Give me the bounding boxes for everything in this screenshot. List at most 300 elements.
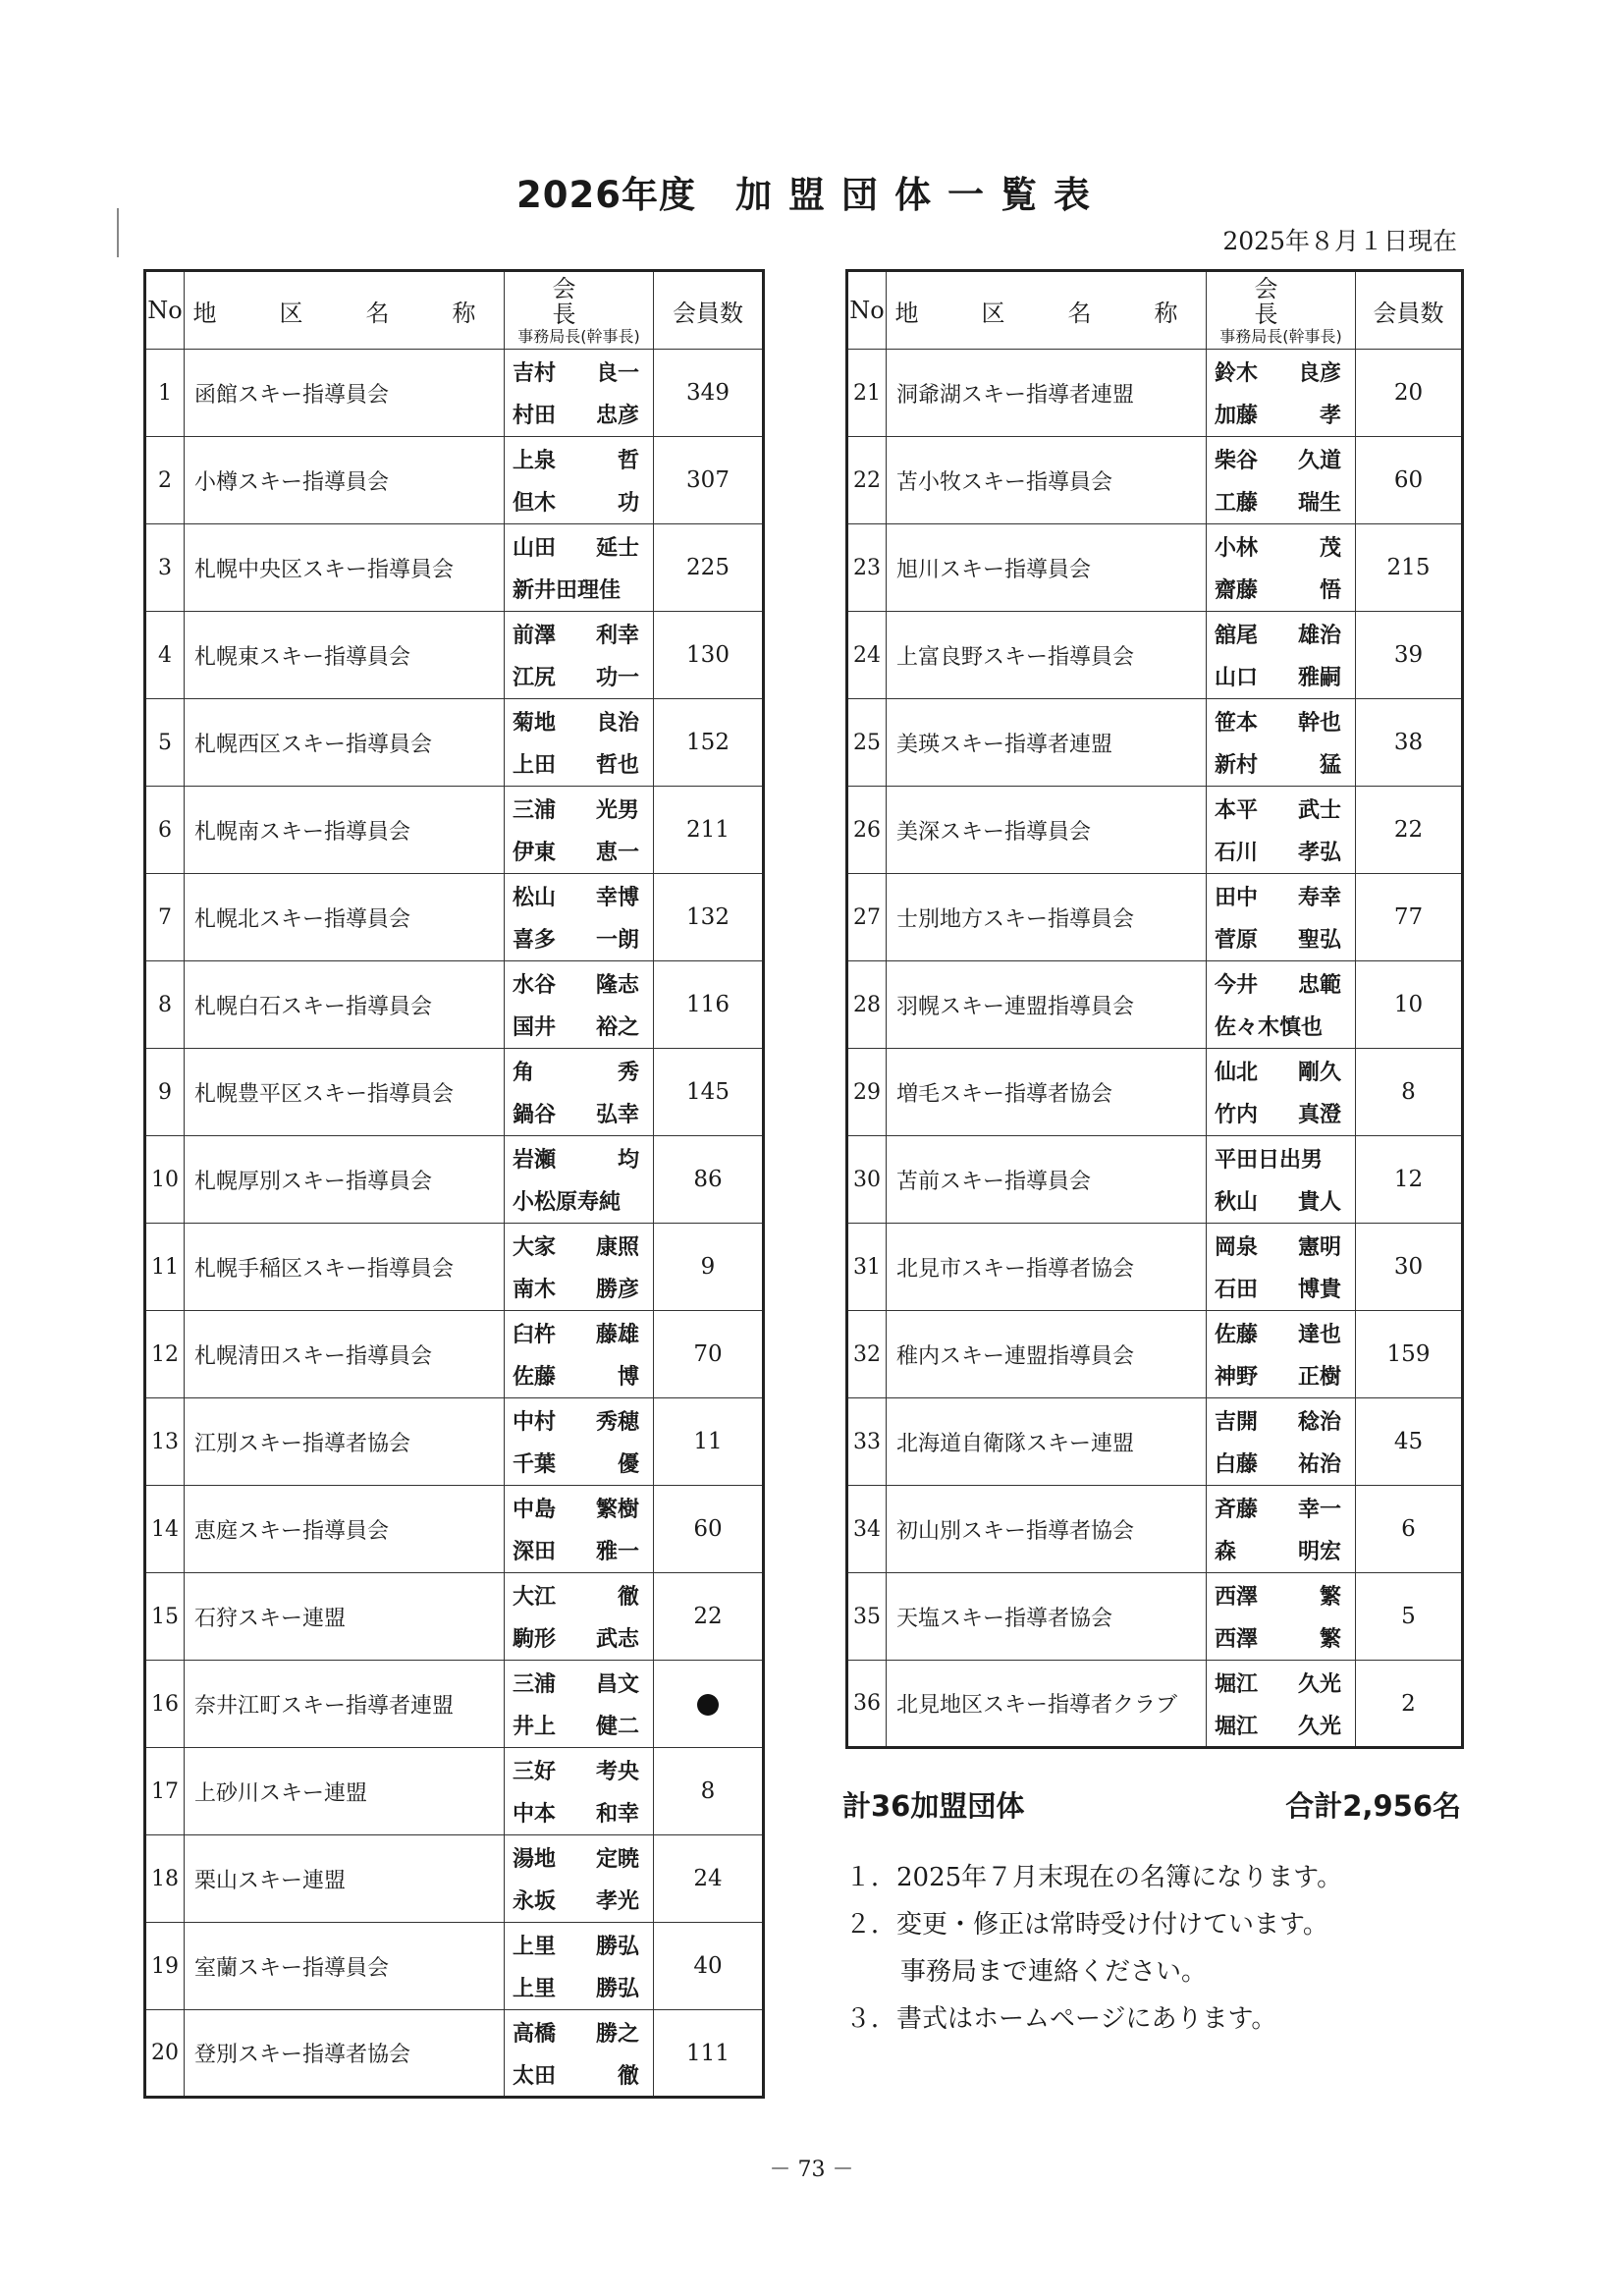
member-count: 39 bbox=[1356, 612, 1463, 699]
row-no: 2 bbox=[145, 437, 185, 524]
officers bbox=[505, 1049, 654, 1136]
row-no: 27 bbox=[847, 874, 887, 961]
surname: 山田 bbox=[513, 536, 557, 561]
district-name: 北海道自衛隊スキー連盟 bbox=[887, 1398, 1207, 1486]
secretary-name bbox=[505, 480, 653, 522]
table-row bbox=[847, 1398, 1463, 1486]
summary-groups: 計36加盟団体 bbox=[842, 1789, 1025, 1823]
given-name: 繁樹 bbox=[595, 1498, 639, 1522]
district-name: 札幌清田スキー指導員会 bbox=[185, 1311, 505, 1398]
row-no: 16 bbox=[145, 1661, 185, 1748]
surname: 中島 bbox=[513, 1498, 557, 1522]
president-name bbox=[1207, 525, 1355, 568]
secretary-name bbox=[1207, 655, 1355, 697]
table-row bbox=[145, 437, 764, 524]
given-name: 幹也 bbox=[1297, 711, 1341, 736]
row-no: 35 bbox=[847, 1573, 887, 1661]
surname: 新井田理佳 bbox=[513, 578, 622, 603]
given-name: 真澄 bbox=[1297, 1103, 1341, 1127]
table-row bbox=[847, 1224, 1463, 1311]
secretary-name bbox=[505, 742, 653, 785]
president-name bbox=[505, 1662, 653, 1704]
officers bbox=[1207, 1661, 1356, 1748]
officers bbox=[505, 874, 654, 961]
surname: 吉村 bbox=[513, 361, 557, 386]
surname: 伊東 bbox=[513, 841, 557, 865]
row-no: 14 bbox=[145, 1486, 185, 1573]
member-count: 77 bbox=[1356, 874, 1463, 961]
title-year: 2026年度 bbox=[516, 174, 696, 216]
district-name: 羽幌スキー連盟指導員会 bbox=[887, 961, 1207, 1049]
header-no: No bbox=[847, 271, 887, 350]
secretary-name bbox=[1207, 568, 1355, 610]
given-name: 一朗 bbox=[595, 928, 639, 953]
table-header bbox=[145, 271, 764, 350]
given-name: 和幸 bbox=[595, 1802, 639, 1827]
member-count: 8 bbox=[654, 1748, 764, 1835]
district-name: 初山別スキー指導者協会 bbox=[887, 1486, 1207, 1573]
surname: 三浦 bbox=[513, 798, 557, 823]
given-name: 哲也 bbox=[595, 753, 639, 778]
given-name: 貴人 bbox=[1297, 1190, 1341, 1215]
page-title bbox=[0, 165, 1623, 218]
row-no: 31 bbox=[847, 1224, 887, 1311]
row-no: 4 bbox=[145, 612, 185, 699]
district-name: 札幌手稲区スキー指導員会 bbox=[185, 1224, 505, 1311]
row-no: 32 bbox=[847, 1311, 887, 1398]
secretary-name bbox=[505, 917, 653, 959]
surname: 三好 bbox=[513, 1760, 557, 1784]
secretary-name bbox=[505, 568, 653, 610]
given-name: 良一 bbox=[595, 361, 639, 386]
table-row bbox=[145, 612, 764, 699]
row-no: 6 bbox=[145, 787, 185, 874]
member-count: 22 bbox=[1356, 787, 1463, 874]
given-name: 孝弘 bbox=[1297, 841, 1341, 865]
header-secretary: 事務局長(幹事長) bbox=[517, 326, 640, 346]
surname: 江尻 bbox=[513, 666, 557, 690]
officers bbox=[1207, 699, 1356, 787]
given-name: 孝光 bbox=[595, 1889, 639, 1914]
given-name: 忠範 bbox=[1297, 973, 1341, 998]
surname: 今井 bbox=[1215, 973, 1259, 998]
secretary-name bbox=[1207, 830, 1355, 872]
district-name: 洞爺湖スキー指導者連盟 bbox=[887, 350, 1207, 437]
given-name: 武士 bbox=[1297, 798, 1341, 823]
member-count: 9 bbox=[654, 1224, 764, 1311]
table-row bbox=[145, 787, 764, 874]
table-row bbox=[145, 961, 764, 1049]
row-no: 34 bbox=[847, 1486, 887, 1573]
given-name: 勝之 bbox=[595, 2021, 639, 2047]
surname: 鍋谷 bbox=[513, 1103, 557, 1127]
district-name: 札幌厚別スキー指導員会 bbox=[185, 1136, 505, 1224]
row-no: 22 bbox=[847, 437, 887, 524]
president-name bbox=[505, 875, 653, 917]
officers bbox=[505, 1486, 654, 1573]
president-name bbox=[505, 962, 653, 1005]
header-members: 会員数 bbox=[654, 271, 764, 350]
table-row bbox=[145, 874, 764, 961]
officers bbox=[1207, 437, 1356, 524]
secretary-name bbox=[505, 1005, 653, 1047]
surname: 西澤 bbox=[1215, 1627, 1259, 1652]
surname: 深田 bbox=[513, 1540, 557, 1564]
table-row bbox=[847, 699, 1463, 787]
officers bbox=[505, 1748, 654, 1835]
page-number: － 73 － bbox=[769, 2158, 854, 2182]
secretary-name bbox=[505, 1616, 653, 1659]
surname: 舘尾 bbox=[1215, 624, 1259, 648]
surname: 臼杵 bbox=[513, 1323, 557, 1347]
given-name: 功 bbox=[617, 491, 639, 516]
surname: 上田 bbox=[513, 753, 557, 778]
secretary-name bbox=[1207, 1179, 1355, 1222]
officers bbox=[1207, 524, 1356, 612]
table-row bbox=[145, 1923, 764, 2010]
given-name: 明宏 bbox=[1297, 1540, 1341, 1564]
officers bbox=[505, 1224, 654, 1311]
surname: 上里 bbox=[513, 1935, 557, 1959]
district-name: 恵庭スキー指導員会 bbox=[185, 1486, 505, 1573]
district-name: 栗山スキー連盟 bbox=[185, 1835, 505, 1923]
officers bbox=[505, 1835, 654, 1923]
given-name: 秀 bbox=[617, 1061, 639, 1085]
given-name: 功一 bbox=[595, 666, 639, 690]
officers bbox=[1207, 874, 1356, 961]
given-name: 勝彦 bbox=[595, 1278, 639, 1302]
row-no: 3 bbox=[145, 524, 185, 612]
officers bbox=[1207, 612, 1356, 699]
row-no: 23 bbox=[847, 524, 887, 612]
secretary-name bbox=[505, 1179, 653, 1222]
table-row bbox=[847, 1311, 1463, 1398]
row-no: 36 bbox=[847, 1661, 887, 1748]
table-row bbox=[847, 787, 1463, 874]
surname: 竹内 bbox=[1215, 1103, 1259, 1127]
table-row bbox=[145, 1486, 764, 1573]
member-count: 2 bbox=[1356, 1661, 1463, 1748]
row-no: 5 bbox=[145, 699, 185, 787]
given-name: 稔治 bbox=[1297, 1410, 1341, 1435]
note-1: １．2025年７月末現在の名簿になります。 bbox=[845, 1863, 1343, 1892]
header-secretary: 事務局長(幹事長) bbox=[1219, 326, 1342, 346]
officers bbox=[505, 1311, 654, 1398]
row-no: 1 bbox=[145, 350, 185, 437]
member-count: 307 bbox=[654, 437, 764, 524]
member-count: 12 bbox=[1356, 1136, 1463, 1224]
table-row bbox=[847, 524, 1463, 612]
member-count: 60 bbox=[654, 1486, 764, 1573]
as-of-date: 2025年８月１日現在 bbox=[1222, 227, 1457, 255]
surname: 中村 bbox=[513, 1410, 557, 1435]
table-row bbox=[145, 1311, 764, 1398]
officers bbox=[505, 1573, 654, 1661]
officers bbox=[1207, 1573, 1356, 1661]
given-name: 孝 bbox=[1319, 404, 1341, 428]
secretary-name bbox=[505, 1267, 653, 1309]
given-name: 哲 bbox=[617, 449, 639, 473]
officers bbox=[505, 524, 654, 612]
given-name: 考央 bbox=[595, 1760, 639, 1784]
table-row bbox=[145, 524, 764, 612]
secretary-name bbox=[505, 1442, 653, 1484]
given-name: 健二 bbox=[595, 1715, 639, 1739]
president-name bbox=[505, 525, 653, 568]
notes bbox=[845, 1854, 1342, 2043]
surname: 井上 bbox=[513, 1715, 557, 1739]
table-row bbox=[847, 1661, 1463, 1748]
surname: 石田 bbox=[1215, 1278, 1259, 1302]
table-row bbox=[145, 1573, 764, 1661]
secretary-name bbox=[505, 830, 653, 872]
member-count: 349 bbox=[654, 350, 764, 437]
given-name: 繁 bbox=[1319, 1585, 1341, 1610]
given-name: 昌文 bbox=[595, 1672, 639, 1697]
given-name: 勝弘 bbox=[595, 1977, 639, 2001]
given-name: 茂 bbox=[1319, 536, 1341, 561]
president-name bbox=[505, 1312, 653, 1354]
surname: 大江 bbox=[513, 1585, 557, 1610]
president-name bbox=[1207, 1574, 1355, 1616]
secretary-name bbox=[1207, 1354, 1355, 1396]
surname: 佐藤 bbox=[1215, 1323, 1259, 1347]
given-name: 裕之 bbox=[595, 1015, 639, 1040]
row-no: 33 bbox=[847, 1398, 887, 1486]
district-name: 札幌中央区スキー指導員会 bbox=[185, 524, 505, 612]
member-count: 8 bbox=[1356, 1049, 1463, 1136]
president-name bbox=[505, 351, 653, 393]
member-table-left bbox=[143, 269, 765, 2099]
table-row bbox=[145, 2010, 764, 2098]
header-officers bbox=[1207, 271, 1361, 350]
secretary-name bbox=[1207, 742, 1355, 785]
given-name: 均 bbox=[617, 1148, 639, 1173]
president-name bbox=[505, 1399, 653, 1442]
surname: 小林 bbox=[1215, 536, 1259, 561]
surname: 西澤 bbox=[1215, 1585, 1259, 1610]
given-name: 繁 bbox=[1319, 1627, 1341, 1652]
president-name bbox=[505, 1050, 653, 1092]
secretary-name bbox=[1207, 393, 1355, 435]
row-no: 25 bbox=[847, 699, 887, 787]
surname: 仙北 bbox=[1215, 1061, 1259, 1085]
secretary-name bbox=[1207, 917, 1355, 959]
given-name: 良彦 bbox=[1297, 361, 1341, 386]
surname: 水谷 bbox=[513, 973, 557, 998]
given-name: 徹 bbox=[617, 2063, 639, 2089]
surname: 永坂 bbox=[513, 1889, 557, 1914]
member-count: 20 bbox=[1356, 350, 1463, 437]
surname: 太田 bbox=[513, 2063, 557, 2089]
president-name bbox=[505, 1836, 653, 1879]
member-count: 11 bbox=[654, 1398, 764, 1486]
given-name: 正樹 bbox=[1297, 1365, 1341, 1390]
president-name bbox=[1207, 613, 1355, 655]
given-name: 延士 bbox=[595, 536, 639, 561]
header-members: 会員数 bbox=[1356, 271, 1463, 350]
row-no: 10 bbox=[145, 1136, 185, 1224]
officers bbox=[505, 2010, 654, 2098]
surname: 神野 bbox=[1215, 1365, 1259, 1390]
president-name bbox=[1207, 1312, 1355, 1354]
secretary-name bbox=[505, 1791, 653, 1833]
given-name: 久光 bbox=[1297, 1671, 1341, 1697]
given-name: 定暁 bbox=[595, 1847, 639, 1872]
table-row bbox=[145, 1398, 764, 1486]
secretary-name bbox=[505, 393, 653, 435]
given-name: 瑞生 bbox=[1297, 491, 1341, 516]
header-district: 地 区 名 称 bbox=[185, 271, 505, 350]
president-name bbox=[1207, 1487, 1355, 1529]
surname: 湯地 bbox=[513, 1847, 557, 1872]
secretary-name bbox=[505, 1354, 653, 1396]
given-name: 忠彦 bbox=[595, 404, 639, 428]
member-count: 24 bbox=[654, 1835, 764, 1923]
surname: 斉藤 bbox=[1215, 1498, 1259, 1522]
surname: 森 bbox=[1215, 1540, 1237, 1564]
given-name: 幸一 bbox=[1297, 1498, 1341, 1522]
given-name: 康照 bbox=[595, 1235, 639, 1260]
given-name: 憲明 bbox=[1297, 1235, 1341, 1260]
member-count: 225 bbox=[654, 524, 764, 612]
summary-total: 合計2,956名 bbox=[1285, 1789, 1461, 1823]
summary bbox=[842, 1784, 1461, 1825]
district-name: 札幌東スキー指導員会 bbox=[185, 612, 505, 699]
district-name: 美深スキー指導員会 bbox=[887, 787, 1207, 874]
president-name bbox=[1207, 1137, 1355, 1179]
member-count: 40 bbox=[654, 1923, 764, 2010]
member-table-right bbox=[845, 269, 1464, 1749]
given-name: 利幸 bbox=[595, 624, 639, 648]
surname: 但木 bbox=[513, 491, 557, 516]
secretary-name bbox=[505, 1704, 653, 1746]
table-row bbox=[847, 612, 1463, 699]
note-2: ２．変更・修正は常時受け付けています。 bbox=[845, 1910, 1328, 1940]
surname: 角 bbox=[513, 1061, 535, 1085]
surname: 千葉 bbox=[513, 1452, 557, 1477]
given-name: 久道 bbox=[1297, 449, 1341, 473]
member-count: 152 bbox=[654, 699, 764, 787]
row-no: 11 bbox=[145, 1224, 185, 1311]
surname: 白藤 bbox=[1215, 1452, 1259, 1477]
surname: 前澤 bbox=[513, 624, 557, 648]
district-name: 石狩スキー連盟 bbox=[185, 1573, 505, 1661]
president-name bbox=[505, 788, 653, 830]
given-name: 幸博 bbox=[595, 886, 639, 910]
surname: 吉開 bbox=[1215, 1410, 1259, 1435]
surname: 菅原 bbox=[1215, 928, 1259, 953]
given-name: 武志 bbox=[595, 1627, 639, 1652]
officers bbox=[505, 699, 654, 787]
given-name: 猛 bbox=[1319, 753, 1341, 778]
table-row bbox=[145, 350, 764, 437]
given-name: 聖弘 bbox=[1297, 928, 1341, 953]
table-row bbox=[145, 1049, 764, 1136]
president-name bbox=[505, 438, 653, 480]
surname: 石川 bbox=[1215, 841, 1259, 865]
title-heading: 加盟団体一覧表 bbox=[734, 174, 1107, 216]
district-name: 北見市スキー指導者協会 bbox=[887, 1224, 1207, 1311]
table-row bbox=[847, 1573, 1463, 1661]
row-no: 30 bbox=[847, 1136, 887, 1224]
surname: 岡泉 bbox=[1215, 1235, 1259, 1260]
district-name: 稚内スキー連盟指導員会 bbox=[887, 1311, 1207, 1398]
surname: 中本 bbox=[513, 1802, 557, 1827]
surname: 堀江 bbox=[1215, 1714, 1259, 1739]
president-name bbox=[505, 1225, 653, 1267]
president-name bbox=[1207, 788, 1355, 830]
surname: 工藤 bbox=[1215, 491, 1259, 516]
given-name: 雄治 bbox=[1297, 624, 1341, 648]
given-name: 恵一 bbox=[595, 841, 639, 865]
surname: 大家 bbox=[513, 1235, 557, 1260]
secretary-name bbox=[1207, 1616, 1355, 1659]
president-name bbox=[505, 1574, 653, 1616]
member-count: 22 bbox=[654, 1573, 764, 1661]
district-name: 美瑛スキー指導者連盟 bbox=[887, 699, 1207, 787]
note-3: ３．書式はホームページにあります。 bbox=[845, 2004, 1277, 2034]
member-count: 30 bbox=[1356, 1224, 1463, 1311]
president-name bbox=[505, 2011, 653, 2053]
surname: 秋山 bbox=[1215, 1190, 1259, 1215]
given-name: 剛久 bbox=[1297, 1061, 1341, 1085]
surname: 佐々木慎也 bbox=[1215, 1015, 1324, 1040]
district-name: 上富良野スキー指導員会 bbox=[887, 612, 1207, 699]
header-no: No bbox=[145, 271, 185, 350]
president-name bbox=[1207, 962, 1355, 1005]
row-no: 7 bbox=[145, 874, 185, 961]
president-name bbox=[505, 700, 653, 742]
surname: 岩瀬 bbox=[513, 1148, 557, 1173]
given-name: 博 bbox=[617, 1365, 639, 1390]
officers bbox=[1207, 961, 1356, 1049]
president-name bbox=[1207, 1662, 1355, 1704]
surname: 上里 bbox=[513, 1977, 557, 2001]
district-name: 士別地方スキー指導員会 bbox=[887, 874, 1207, 961]
table-row bbox=[847, 874, 1463, 961]
secretary-name bbox=[1207, 1005, 1355, 1047]
district-name: 奈井江町スキー指導者連盟 bbox=[185, 1661, 505, 1748]
officers bbox=[505, 1398, 654, 1486]
secretary-name bbox=[505, 2053, 653, 2096]
given-name: 隆志 bbox=[595, 973, 639, 998]
district-name: 室蘭スキー指導員会 bbox=[185, 1923, 505, 2010]
district-name: 登別スキー指導者協会 bbox=[185, 2010, 505, 2098]
table-row bbox=[145, 699, 764, 787]
given-name: 雅嗣 bbox=[1297, 666, 1341, 690]
secretary-name bbox=[1207, 1267, 1355, 1309]
surname: 新村 bbox=[1215, 753, 1259, 778]
table-row bbox=[145, 1748, 764, 1835]
table-row bbox=[847, 1136, 1463, 1224]
district-name: 増毛スキー指導者協会 bbox=[887, 1049, 1207, 1136]
officers bbox=[505, 1661, 654, 1748]
president-name bbox=[505, 1924, 653, 1966]
table-header bbox=[847, 271, 1463, 350]
given-name: 秀穂 bbox=[595, 1410, 639, 1435]
member-count: 132 bbox=[654, 874, 764, 961]
row-no: 28 bbox=[847, 961, 887, 1049]
given-name: 悟 bbox=[1319, 578, 1341, 603]
member-count: 10 bbox=[1356, 961, 1463, 1049]
president-name bbox=[505, 1749, 653, 1791]
member-count: 45 bbox=[1356, 1398, 1463, 1486]
row-no: 12 bbox=[145, 1311, 185, 1398]
given-name: 久光 bbox=[1297, 1714, 1341, 1739]
surname: 加藤 bbox=[1215, 404, 1259, 428]
secretary-name bbox=[505, 1879, 653, 1921]
